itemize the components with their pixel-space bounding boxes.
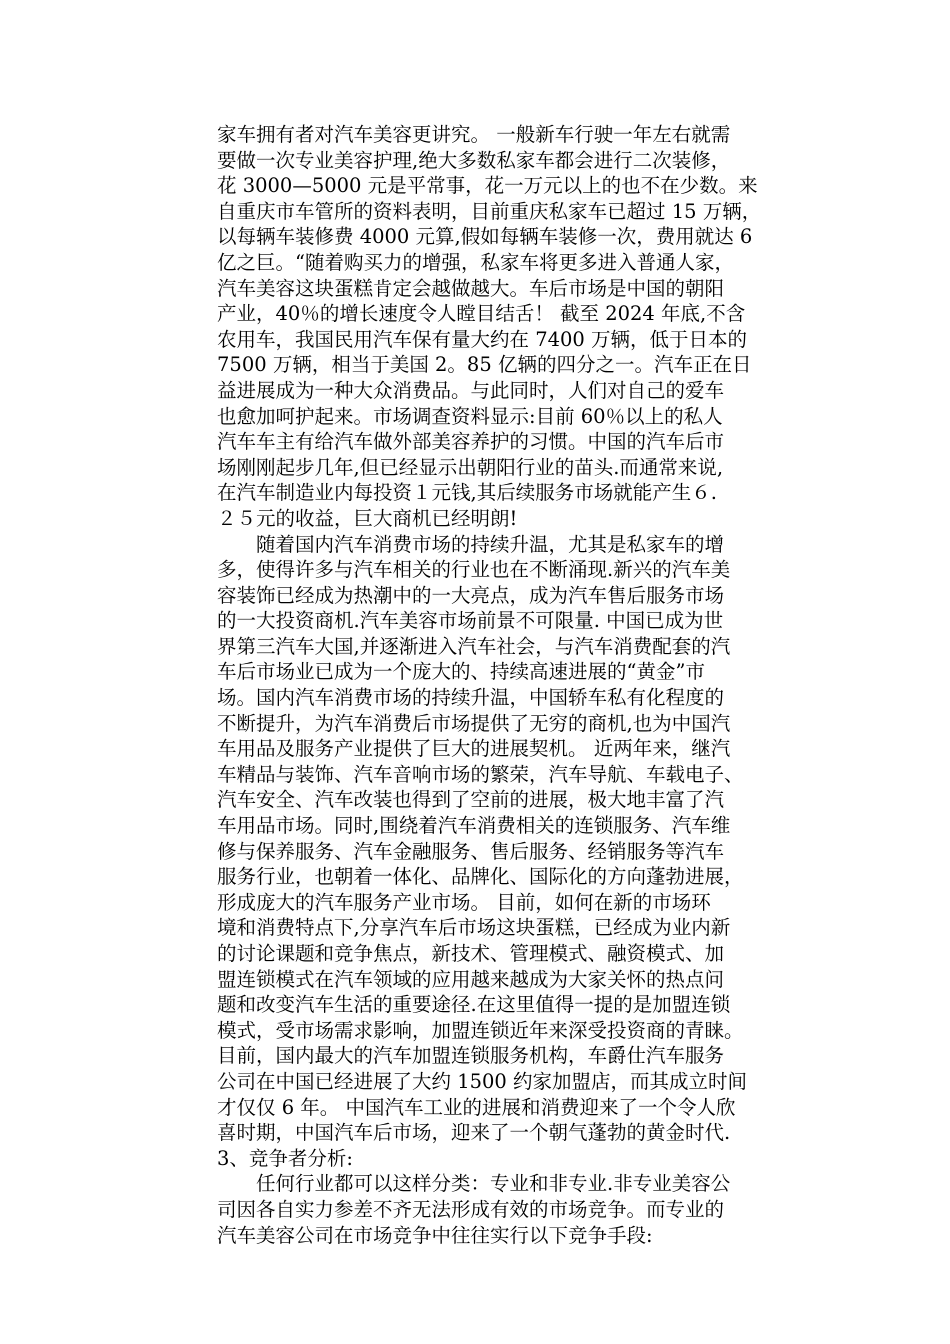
text-line: 境和消费特点下,分享汽车后市场这块蛋糕，已经成为业内新 <box>217 916 731 940</box>
text-line: 自重庆市车管所的资料表明，目前重庆私家车已超过 15 万辆， <box>217 199 762 223</box>
text-line: 也愈加呵护起来。市场调查资料显示:目前 60％以上的私人 <box>217 404 723 428</box>
text-line: 益进展成为一种大众消费品。与此同时，人们对自己的爱车 <box>217 378 725 402</box>
text-line: 喜时期，中国汽车后市场，迎来了一个朝气蓬勃的黄金时代. <box>217 1121 731 1145</box>
text-line: 场。国内汽车消费市场的持续升温，中国轿车私有化程度的 <box>217 686 725 710</box>
text-line: 要做一次专业美容护理,绝大多数私家车都会进行二次装修， <box>217 148 731 172</box>
text-line: 车用品市场。同时,围绕着汽车消费相关的连锁服务、汽车维 <box>217 814 731 838</box>
text-line: 的讨论课题和竞争焦点，新技术、管理模式、融资模式、加 <box>217 942 725 965</box>
text-line: 界第三汽车大国,并逐渐进入汽车社会，与汽车消费配套的汽 <box>217 634 731 658</box>
text-line: 以每辆车装修费 4000 元算,假如每辆车装修一次，费用就达 6 <box>217 225 753 249</box>
text-line: 随着国内汽车消费市场的持续升温，尤其是私家车的增 <box>217 532 725 556</box>
text-line: 服务行业，也朝着一体化、品牌化、国际化的方向蓬勃进展， <box>217 865 744 889</box>
text-line: 不断提升，为汽车消费后市场提供了无穷的商机,也为中国汽 <box>217 711 731 735</box>
text-line: 公司在中国已经进展了大约 1500 约家加盟店，而其成立时间 <box>217 1069 748 1093</box>
text-line: 亿之巨。“随着购买力的增强，私家车将更多进入普通人家， <box>217 250 734 274</box>
text-line: 3、竞争者分析: <box>217 1146 353 1170</box>
text-line: 农用车，我国民用汽车保有量大约在 7400 万辆，低于日本的 <box>217 327 748 351</box>
text-line: 汽车车主有给汽车做外部美容养护的习惯。中国的汽车后市 <box>217 430 725 454</box>
text-line: 多，使得许多与汽车相关的行业也在不断涌现.新兴的汽车美 <box>217 558 731 582</box>
text-line: 产业，40％的增长速度令人瞠目结舌！ 截至 2024 年底,不含 <box>217 302 746 326</box>
text-line: 模式，受市场需求影响，加盟连锁近年来深受投资商的青睐。 <box>217 1018 744 1042</box>
text-line: 汽车美容这块蛋糕肯定会越做越大。车后市场是中国的朝阳 <box>217 276 725 300</box>
text-line: 修与保养服务、汽车金融服务、售后服务、经销服务等汽车 <box>217 839 725 863</box>
text-line: 花 3000—5000 元是平常事，花一万元以上的也不在少数。来 <box>217 174 758 198</box>
text-line: 的一大投资商机.汽车美容市场前景不可限量. 中国已成为世 <box>217 609 724 633</box>
text-line: 车用品及服务产业提供了巨大的进展契机。 近两年来，继汽 <box>217 737 731 761</box>
text-line: 7500 万辆，相当于美国 2。85 亿辆的四分之一。汽车正在日 <box>217 353 752 377</box>
text-line: 司因各自实力参差不齐无法形成有效的市场竞争。而专业的 <box>217 1197 725 1221</box>
text-line: 在汽车制造业内每投资１元钱,其后续服务市场就能产生６. <box>217 481 717 505</box>
text-line: 车精品与装饰、汽车音响市场的繁荣，汽车导航、车载电子、 <box>217 762 744 786</box>
text-line: 盟连锁模式在汽车领域的应用越来越成为大家关怀的热点问 <box>217 967 725 991</box>
text-line: 汽车安全、汽车改装也得到了空前的进展，极大地丰富了汽 <box>217 788 725 812</box>
text-line: 才仅仅 6 年。 中国汽车工业的进展和消费迎来了一个令人欣 <box>217 1095 736 1119</box>
text-line: 容装饰已经成为热潮中的一大亮点，成为汽车售后服务市场 <box>217 583 725 607</box>
text-line: 题和改变汽车生活的重要途径.在这里值得一提的是加盟连锁 <box>217 993 731 1017</box>
text-line: 任何行业都可以这样分类：专业和非专业.非专业美容公 <box>217 1172 731 1196</box>
text-line: ２５元的收益，巨大商机已经明朗! <box>217 506 518 530</box>
text-line: 汽车美容公司在市场竞争中往往实行以下竞争手段: <box>217 1223 653 1247</box>
text-line: 目前，国内最大的汽车加盟连锁服务机构，车爵仕汽车服务 <box>217 1044 725 1068</box>
text-line: 家车拥有者对汽车美容更讲究。 一般新车行驶一年左右就需 <box>217 123 731 146</box>
document-body <box>217 122 820 1248</box>
text-line: 场刚刚起步几年,但已经显示出朝阳行业的苗头.而通常来说, <box>217 455 724 479</box>
text-line: 形成庞大的汽车服务产业市场。 目前，如何在新的市场环 <box>217 890 711 914</box>
text-line: 车后市场业已成为一个庞大的、持续高速进展的“黄金”市 <box>217 660 705 684</box>
